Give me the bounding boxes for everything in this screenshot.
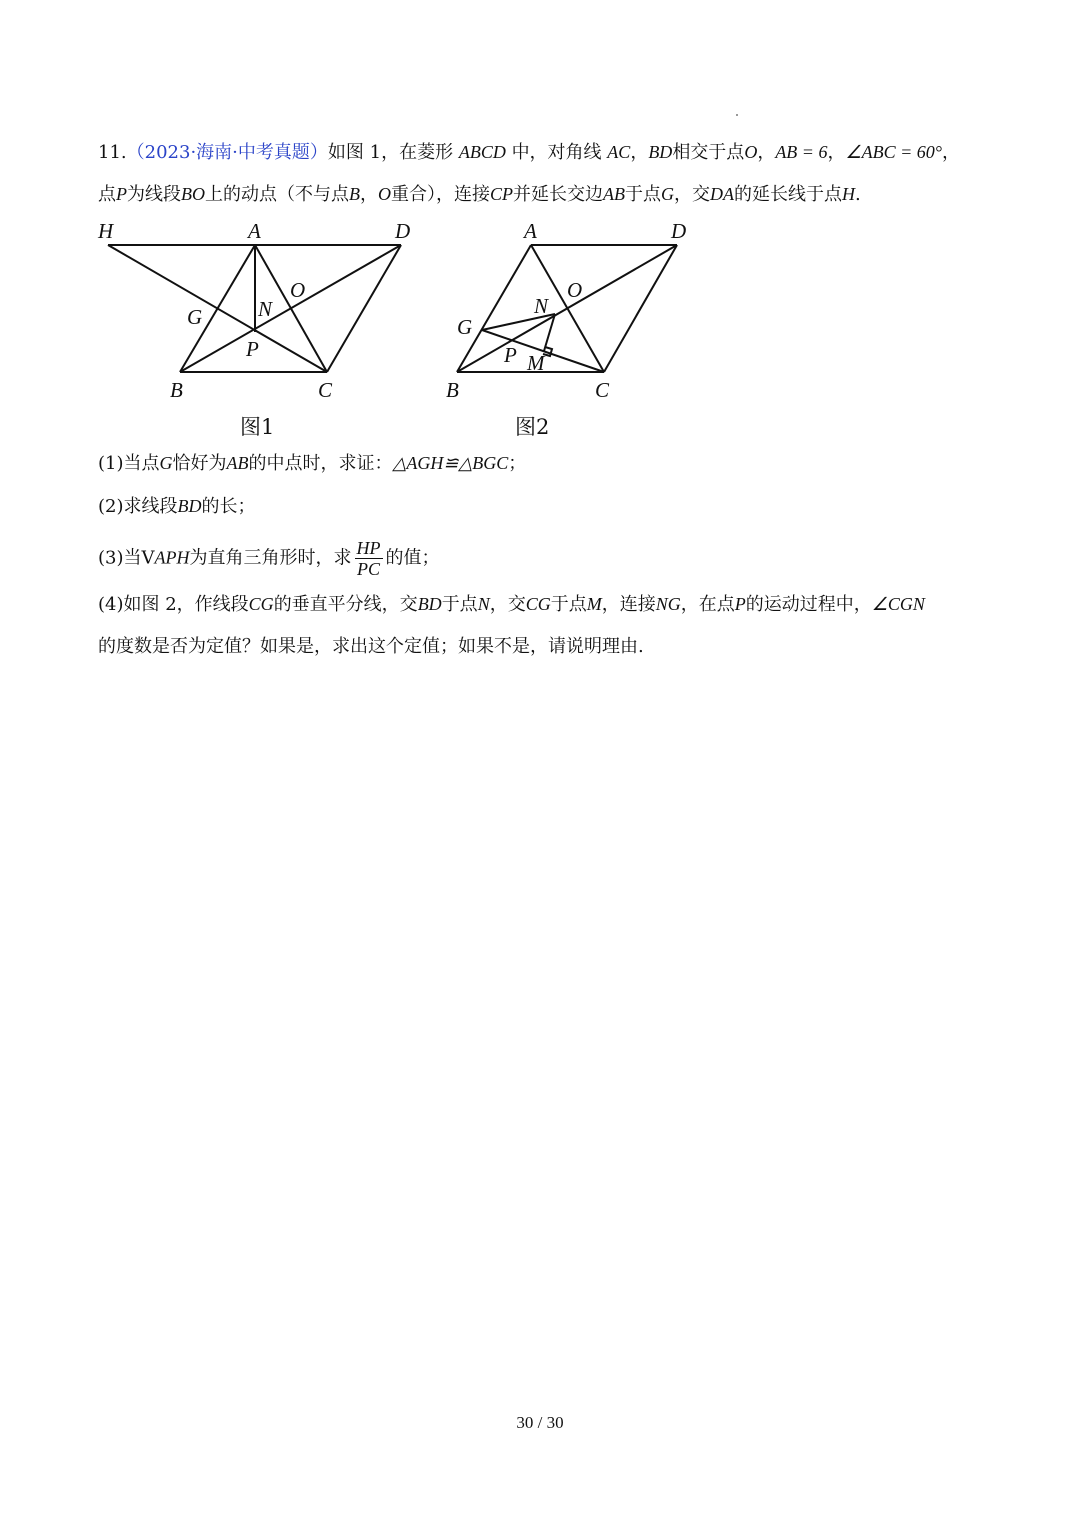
text: 点 — [98, 184, 116, 205]
fig1-label-P: P — [246, 337, 259, 361]
math: APH — [154, 547, 190, 568]
geometry-figures — [0, 0, 1080, 460]
math: AB = 6 — [775, 142, 828, 162]
math: N — [477, 594, 490, 614]
text: . — [855, 184, 861, 205]
math: DA — [710, 184, 735, 204]
math: AB — [603, 184, 626, 204]
text: 的垂直平分线，交 — [273, 594, 418, 615]
text: ， — [827, 142, 846, 163]
figure-2-caption: 图2 — [515, 415, 550, 439]
text: 的延长线于点 — [734, 184, 843, 205]
math: P — [116, 184, 127, 204]
fig1-label-D: D — [395, 219, 411, 243]
math: H — [842, 184, 856, 204]
math: M — [586, 594, 602, 614]
text: 于点 — [625, 184, 662, 205]
text: 上的动点（不与点 — [205, 184, 349, 205]
fig2-label-A: A — [524, 219, 537, 243]
text: 恰好为 — [172, 453, 227, 474]
text: 的长； — [201, 496, 256, 517]
fig2-label-G: G — [457, 315, 473, 339]
fig2-label-O: O — [567, 278, 583, 302]
source-open: （ — [126, 142, 145, 163]
math: CG — [525, 594, 551, 614]
text: ，连接 — [601, 594, 656, 615]
fig1-label-B: B — [170, 378, 183, 402]
question-2 — [98, 494, 256, 519]
text: 的值； — [385, 547, 440, 569]
fraction-numerator: HP — [356, 538, 381, 558]
figure-2-labels — [446, 219, 686, 402]
math: ∠CGN — [871, 594, 925, 614]
problem-number: 11. — [98, 142, 127, 163]
text: ； — [508, 453, 527, 474]
math: BD — [177, 496, 202, 516]
page-number: 30 / 30 — [516, 1413, 564, 1432]
text: (2)求线段 — [98, 496, 178, 517]
text: 中，对角线 — [511, 142, 602, 163]
math: ∠ABC = 60° — [845, 142, 942, 162]
text: 于点 — [441, 594, 478, 615]
text: ， — [630, 142, 649, 163]
text: 为直角三角形时，求 — [189, 547, 352, 569]
math: O — [744, 142, 758, 162]
text: (4)如图 2，作线段 — [98, 594, 249, 615]
fig1-label-H: H — [98, 219, 114, 243]
fig2-label-C: C — [595, 378, 610, 402]
math: BD — [648, 142, 673, 162]
text: ，交 — [674, 184, 711, 205]
math: O — [378, 184, 391, 204]
source-link[interactable]: 2023·海南·中考真题 — [144, 142, 310, 163]
text: (3)当V — [98, 547, 155, 569]
text: 于点 — [550, 594, 587, 615]
math: AB — [226, 453, 249, 473]
figure-1-caption: 图1 — [240, 415, 275, 439]
fig2-label-N: N — [534, 294, 549, 318]
math: NG — [655, 594, 681, 614]
math: P — [734, 594, 746, 614]
text: ，交 — [489, 594, 526, 615]
math: G — [661, 184, 675, 204]
text: (1)当点 — [98, 453, 160, 474]
fig1-label-G: G — [187, 305, 203, 329]
math: BD — [417, 594, 442, 614]
fig2-label-D: D — [671, 219, 687, 243]
text: 相交于点 — [672, 142, 745, 163]
source-close: ） — [309, 142, 328, 163]
text: 为线段 — [127, 184, 181, 205]
fig1-label-N: N — [258, 297, 273, 321]
math: △AGH≌△BGC — [392, 453, 509, 473]
fig1-label-O: O — [290, 278, 306, 302]
question-3 — [98, 538, 440, 579]
fraction-denominator: PC — [355, 558, 383, 579]
math: AC — [607, 142, 631, 162]
question-1 — [98, 451, 526, 476]
text: 的运动过程中， — [745, 594, 872, 615]
text: ， — [757, 142, 776, 163]
text: ，在点 — [680, 594, 735, 615]
text: 并延长交边 — [513, 184, 604, 205]
fig2-label-B: B — [446, 378, 459, 402]
text: 的中点时，求证： — [248, 453, 393, 474]
text: 的度数是否为定值？如果是，求出这个定值；如果不是，请说明理由. — [98, 636, 644, 657]
fig1-label-A: A — [248, 219, 261, 243]
text: ， — [941, 142, 960, 163]
math: CP — [490, 184, 514, 204]
text: 重合），连接 — [391, 184, 490, 205]
math: BO — [181, 184, 205, 204]
figure-2-lines — [457, 245, 677, 372]
text: 如图 1，在菱形 — [327, 142, 454, 163]
fig1-label-C: C — [318, 378, 333, 402]
fraction — [355, 538, 383, 579]
question-4 — [98, 592, 925, 617]
math: B — [349, 184, 360, 204]
math: ABCD — [458, 142, 506, 162]
text: ， — [360, 184, 378, 205]
math: G — [159, 453, 173, 473]
fig2-label-M: M — [527, 351, 545, 375]
question-4-line-2 — [98, 635, 644, 659]
math: CG — [248, 594, 274, 614]
fig2-label-P: P — [504, 343, 517, 367]
